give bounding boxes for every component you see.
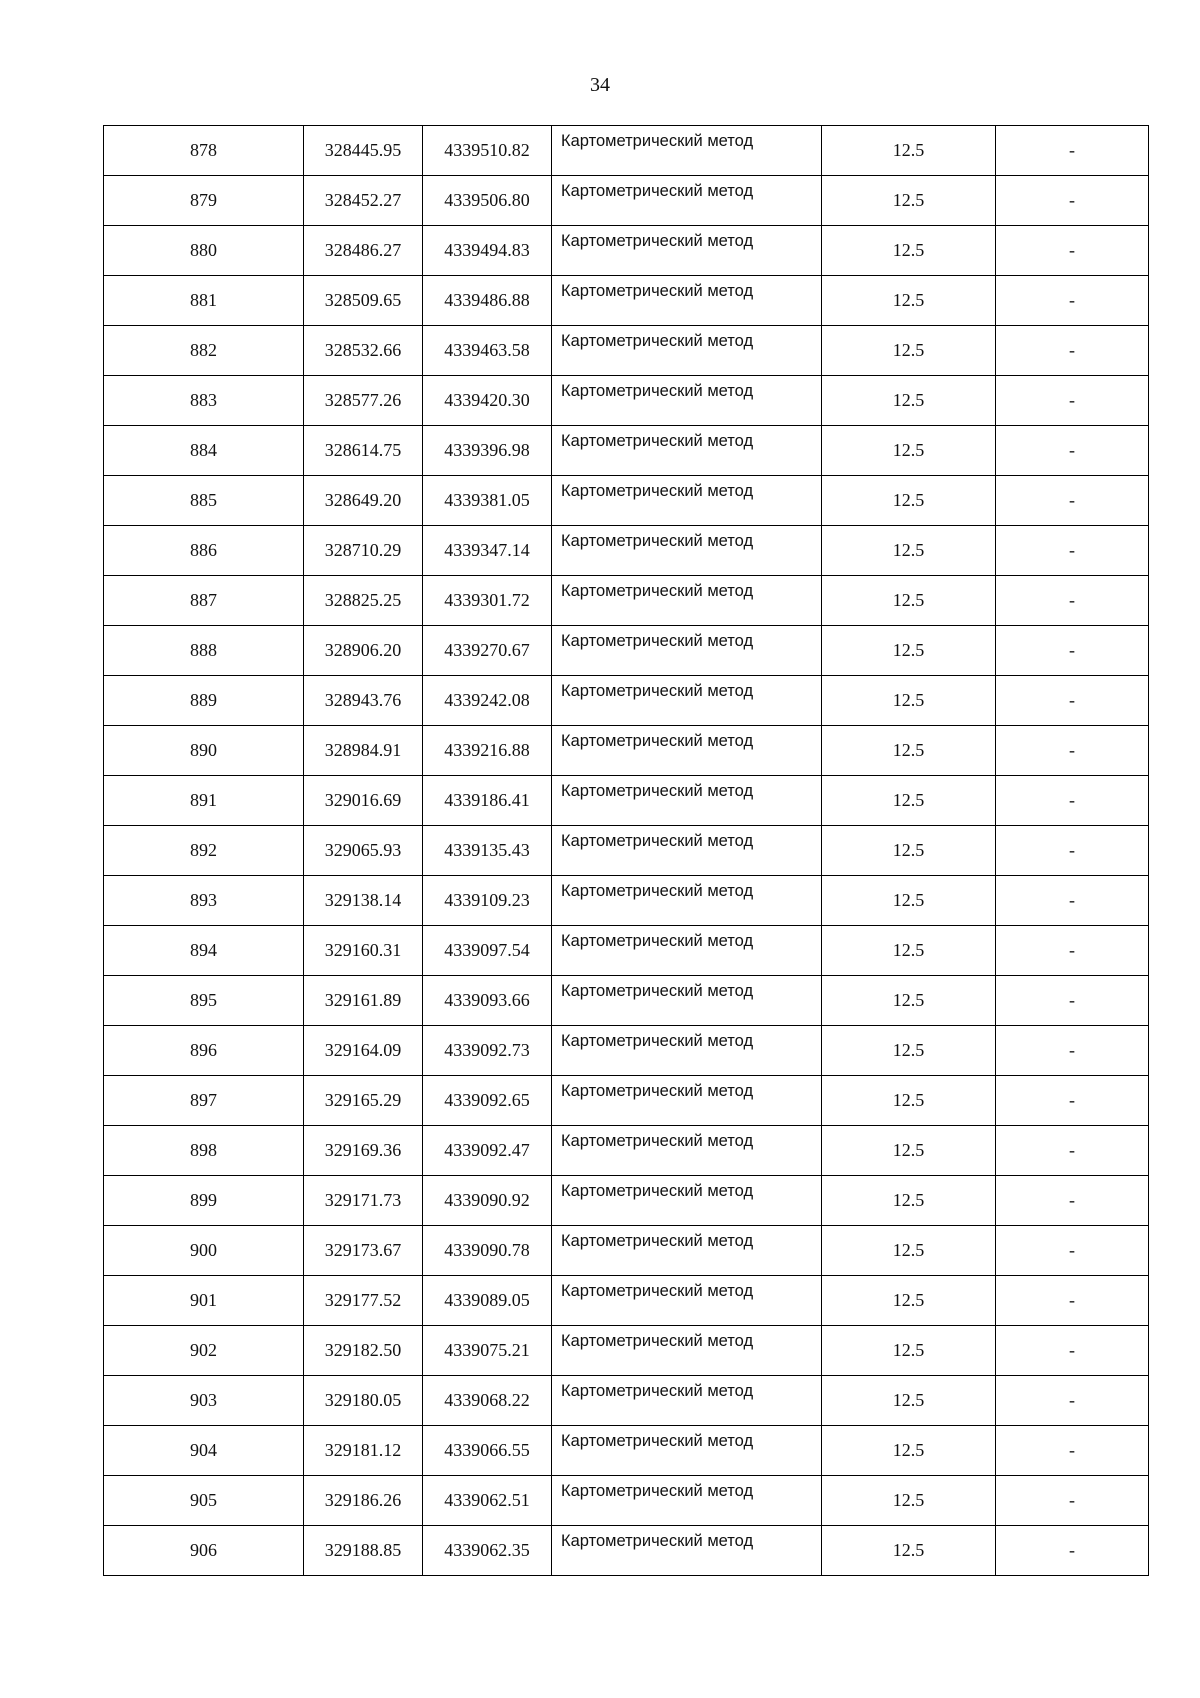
note-cell: - [996, 1376, 1149, 1426]
y-coordinate-cell: 4339093.66 [423, 976, 552, 1026]
x-coordinate-cell: 328532.66 [304, 326, 423, 376]
note-cell: - [996, 626, 1149, 676]
point-number-cell: 885 [104, 476, 304, 526]
y-coordinate-cell: 4339347.14 [423, 526, 552, 576]
accuracy-cell: 12.5 [822, 1426, 996, 1476]
point-number-cell: 904 [104, 1426, 304, 1476]
note-cell: - [996, 1026, 1149, 1076]
table-row [104, 826, 1149, 876]
table-row [104, 726, 1149, 776]
table-row [104, 776, 1149, 826]
x-coordinate-cell: 329169.36 [304, 1126, 423, 1176]
method-cell: Картометрический метод [552, 1176, 822, 1226]
x-coordinate-cell: 329171.73 [304, 1176, 423, 1226]
x-coordinate-cell: 329160.31 [304, 926, 423, 976]
accuracy-cell: 12.5 [822, 1126, 996, 1176]
note-cell: - [996, 976, 1149, 1026]
table-row [104, 926, 1149, 976]
y-coordinate-cell: 4339068.22 [423, 1376, 552, 1426]
accuracy-cell: 12.5 [822, 126, 996, 176]
point-number-cell: 887 [104, 576, 304, 626]
method-cell: Картометрический метод [552, 226, 822, 276]
y-coordinate-cell: 4339486.88 [423, 276, 552, 326]
note-cell: - [996, 1326, 1149, 1376]
table-row [104, 1226, 1149, 1276]
point-number-cell: 883 [104, 376, 304, 426]
method-cell: Картометрический метод [552, 1376, 822, 1426]
x-coordinate-cell: 329180.05 [304, 1376, 423, 1426]
point-number-cell: 889 [104, 676, 304, 726]
y-coordinate-cell: 4339092.47 [423, 1126, 552, 1176]
point-number-cell: 898 [104, 1126, 304, 1176]
table-row [104, 1276, 1149, 1326]
y-coordinate-cell: 4339381.05 [423, 476, 552, 526]
accuracy-cell: 12.5 [822, 776, 996, 826]
accuracy-cell: 12.5 [822, 1276, 996, 1326]
x-coordinate-cell: 328906.20 [304, 626, 423, 676]
accuracy-cell: 12.5 [822, 626, 996, 676]
method-cell: Картометрический метод [552, 626, 822, 676]
x-coordinate-cell: 329161.89 [304, 976, 423, 1026]
table-row [104, 376, 1149, 426]
y-coordinate-cell: 4339510.82 [423, 126, 552, 176]
accuracy-cell: 12.5 [822, 276, 996, 326]
table-row [104, 1426, 1149, 1476]
method-cell: Картометрический метод [552, 776, 822, 826]
method-cell: Картометрический метод [552, 276, 822, 326]
table-row [104, 626, 1149, 676]
note-cell: - [996, 226, 1149, 276]
point-number-cell: 881 [104, 276, 304, 326]
y-coordinate-cell: 4339420.30 [423, 376, 552, 426]
y-coordinate-cell: 4339301.72 [423, 576, 552, 626]
x-coordinate-cell: 328984.91 [304, 726, 423, 776]
point-number-cell: 882 [104, 326, 304, 376]
method-cell: Картометрический метод [552, 1126, 822, 1176]
accuracy-cell: 12.5 [822, 176, 996, 226]
method-cell: Картометрический метод [552, 676, 822, 726]
method-cell: Картометрический метод [552, 1276, 822, 1326]
table-row [104, 976, 1149, 1026]
table-row [104, 326, 1149, 376]
accuracy-cell: 12.5 [822, 326, 996, 376]
accuracy-cell: 12.5 [822, 1376, 996, 1426]
note-cell: - [996, 576, 1149, 626]
page-number: 34 [590, 74, 610, 96]
note-cell: - [996, 326, 1149, 376]
y-coordinate-cell: 4339494.83 [423, 226, 552, 276]
accuracy-cell: 12.5 [822, 376, 996, 426]
coordinates-table [103, 125, 1149, 1576]
table-row [104, 126, 1149, 176]
y-coordinate-cell: 4339135.43 [423, 826, 552, 876]
note-cell: - [996, 376, 1149, 426]
y-coordinate-cell: 4339270.67 [423, 626, 552, 676]
table-row [104, 1076, 1149, 1126]
x-coordinate-cell: 329016.69 [304, 776, 423, 826]
accuracy-cell: 12.5 [822, 726, 996, 776]
table-row [104, 1026, 1149, 1076]
y-coordinate-cell: 4339075.21 [423, 1326, 552, 1376]
table-row [104, 1176, 1149, 1226]
x-coordinate-cell: 328509.65 [304, 276, 423, 326]
x-coordinate-cell: 329173.67 [304, 1226, 423, 1276]
point-number-cell: 892 [104, 826, 304, 876]
method-cell: Картометрический метод [552, 476, 822, 526]
accuracy-cell: 12.5 [822, 1326, 996, 1376]
accuracy-cell: 12.5 [822, 926, 996, 976]
y-coordinate-cell: 4339062.51 [423, 1476, 552, 1526]
method-cell: Картометрический метод [552, 976, 822, 1026]
y-coordinate-cell: 4339216.88 [423, 726, 552, 776]
table-row [104, 576, 1149, 626]
point-number-cell: 888 [104, 626, 304, 676]
y-coordinate-cell: 4339097.54 [423, 926, 552, 976]
y-coordinate-cell: 4339066.55 [423, 1426, 552, 1476]
method-cell: Картометрический метод [552, 326, 822, 376]
table-row [104, 1126, 1149, 1176]
method-cell: Картометрический метод [552, 526, 822, 576]
accuracy-cell: 12.5 [822, 876, 996, 926]
accuracy-cell: 12.5 [822, 576, 996, 626]
method-cell: Картометрический метод [552, 876, 822, 926]
method-cell: Картометрический метод [552, 426, 822, 476]
table-row [104, 226, 1149, 276]
note-cell: - [996, 126, 1149, 176]
method-cell: Картометрический метод [552, 1526, 822, 1576]
x-coordinate-cell: 328825.25 [304, 576, 423, 626]
method-cell: Картометрический метод [552, 1426, 822, 1476]
x-coordinate-cell: 328486.27 [304, 226, 423, 276]
y-coordinate-cell: 4339092.73 [423, 1026, 552, 1076]
note-cell: - [996, 1176, 1149, 1226]
point-number-cell: 902 [104, 1326, 304, 1376]
table-row [104, 276, 1149, 326]
x-coordinate-cell: 328445.95 [304, 126, 423, 176]
x-coordinate-cell: 328614.75 [304, 426, 423, 476]
method-cell: Картометрический метод [552, 1226, 822, 1276]
accuracy-cell: 12.5 [822, 1476, 996, 1526]
note-cell: - [996, 426, 1149, 476]
note-cell: - [996, 476, 1149, 526]
y-coordinate-cell: 4339090.78 [423, 1226, 552, 1276]
method-cell: Картометрический метод [552, 576, 822, 626]
point-number-cell: 893 [104, 876, 304, 926]
table-body [104, 126, 1149, 1576]
x-coordinate-cell: 329181.12 [304, 1426, 423, 1476]
y-coordinate-cell: 4339092.65 [423, 1076, 552, 1126]
accuracy-cell: 12.5 [822, 676, 996, 726]
method-cell: Картометрический метод [552, 826, 822, 876]
x-coordinate-cell: 328649.20 [304, 476, 423, 526]
note-cell: - [996, 276, 1149, 326]
y-coordinate-cell: 4339242.08 [423, 676, 552, 726]
accuracy-cell: 12.5 [822, 426, 996, 476]
x-coordinate-cell: 329188.85 [304, 1526, 423, 1576]
note-cell: - [996, 676, 1149, 726]
point-number-cell: 900 [104, 1226, 304, 1276]
point-number-cell: 878 [104, 126, 304, 176]
table-row [104, 176, 1149, 226]
note-cell: - [996, 726, 1149, 776]
x-coordinate-cell: 329186.26 [304, 1476, 423, 1526]
accuracy-cell: 12.5 [822, 1076, 996, 1126]
method-cell: Картометрический метод [552, 1076, 822, 1126]
x-coordinate-cell: 329165.29 [304, 1076, 423, 1126]
table-row [104, 676, 1149, 726]
point-number-cell: 905 [104, 1476, 304, 1526]
accuracy-cell: 12.5 [822, 476, 996, 526]
y-coordinate-cell: 4339396.98 [423, 426, 552, 476]
note-cell: - [996, 1426, 1149, 1476]
point-number-cell: 886 [104, 526, 304, 576]
accuracy-cell: 12.5 [822, 1226, 996, 1276]
note-cell: - [996, 876, 1149, 926]
method-cell: Картометрический метод [552, 376, 822, 426]
x-coordinate-cell: 329065.93 [304, 826, 423, 876]
y-coordinate-cell: 4339090.92 [423, 1176, 552, 1226]
point-number-cell: 903 [104, 1376, 304, 1426]
y-coordinate-cell: 4339109.23 [423, 876, 552, 926]
accuracy-cell: 12.5 [822, 526, 996, 576]
note-cell: - [996, 826, 1149, 876]
note-cell: - [996, 1076, 1149, 1126]
point-number-cell: 879 [104, 176, 304, 226]
note-cell: - [996, 926, 1149, 976]
note-cell: - [996, 1126, 1149, 1176]
method-cell: Картометрический метод [552, 726, 822, 776]
point-number-cell: 899 [104, 1176, 304, 1226]
x-coordinate-cell: 329138.14 [304, 876, 423, 926]
method-cell: Картометрический метод [552, 1026, 822, 1076]
x-coordinate-cell: 329164.09 [304, 1026, 423, 1076]
x-coordinate-cell: 328943.76 [304, 676, 423, 726]
table-row [104, 1376, 1149, 1426]
y-coordinate-cell: 4339463.58 [423, 326, 552, 376]
point-number-cell: 894 [104, 926, 304, 976]
y-coordinate-cell: 4339506.80 [423, 176, 552, 226]
accuracy-cell: 12.5 [822, 1026, 996, 1076]
note-cell: - [996, 526, 1149, 576]
x-coordinate-cell: 328710.29 [304, 526, 423, 576]
y-coordinate-cell: 4339186.41 [423, 776, 552, 826]
table-row [104, 1526, 1149, 1576]
table-row [104, 1326, 1149, 1376]
table-row [104, 476, 1149, 526]
point-number-cell: 891 [104, 776, 304, 826]
point-number-cell: 880 [104, 226, 304, 276]
note-cell: - [996, 176, 1149, 226]
y-coordinate-cell: 4339089.05 [423, 1276, 552, 1326]
point-number-cell: 895 [104, 976, 304, 1026]
x-coordinate-cell: 328577.26 [304, 376, 423, 426]
point-number-cell: 896 [104, 1026, 304, 1076]
method-cell: Картометрический метод [552, 126, 822, 176]
method-cell: Картометрический метод [552, 1326, 822, 1376]
table-row [104, 426, 1149, 476]
accuracy-cell: 12.5 [822, 976, 996, 1026]
note-cell: - [996, 1526, 1149, 1576]
note-cell: - [996, 1476, 1149, 1526]
method-cell: Картометрический метод [552, 1476, 822, 1526]
point-number-cell: 890 [104, 726, 304, 776]
accuracy-cell: 12.5 [822, 826, 996, 876]
method-cell: Картометрический метод [552, 176, 822, 226]
x-coordinate-cell: 328452.27 [304, 176, 423, 226]
table-row [104, 876, 1149, 926]
point-number-cell: 906 [104, 1526, 304, 1576]
x-coordinate-cell: 329182.50 [304, 1326, 423, 1376]
point-number-cell: 884 [104, 426, 304, 476]
x-coordinate-cell: 329177.52 [304, 1276, 423, 1326]
point-number-cell: 897 [104, 1076, 304, 1126]
table-row [104, 1476, 1149, 1526]
accuracy-cell: 12.5 [822, 1176, 996, 1226]
accuracy-cell: 12.5 [822, 1526, 996, 1576]
note-cell: - [996, 776, 1149, 826]
table-row [104, 526, 1149, 576]
point-number-cell: 901 [104, 1276, 304, 1326]
y-coordinate-cell: 4339062.35 [423, 1526, 552, 1576]
note-cell: - [996, 1226, 1149, 1276]
method-cell: Картометрический метод [552, 926, 822, 976]
accuracy-cell: 12.5 [822, 226, 996, 276]
note-cell: - [996, 1276, 1149, 1326]
